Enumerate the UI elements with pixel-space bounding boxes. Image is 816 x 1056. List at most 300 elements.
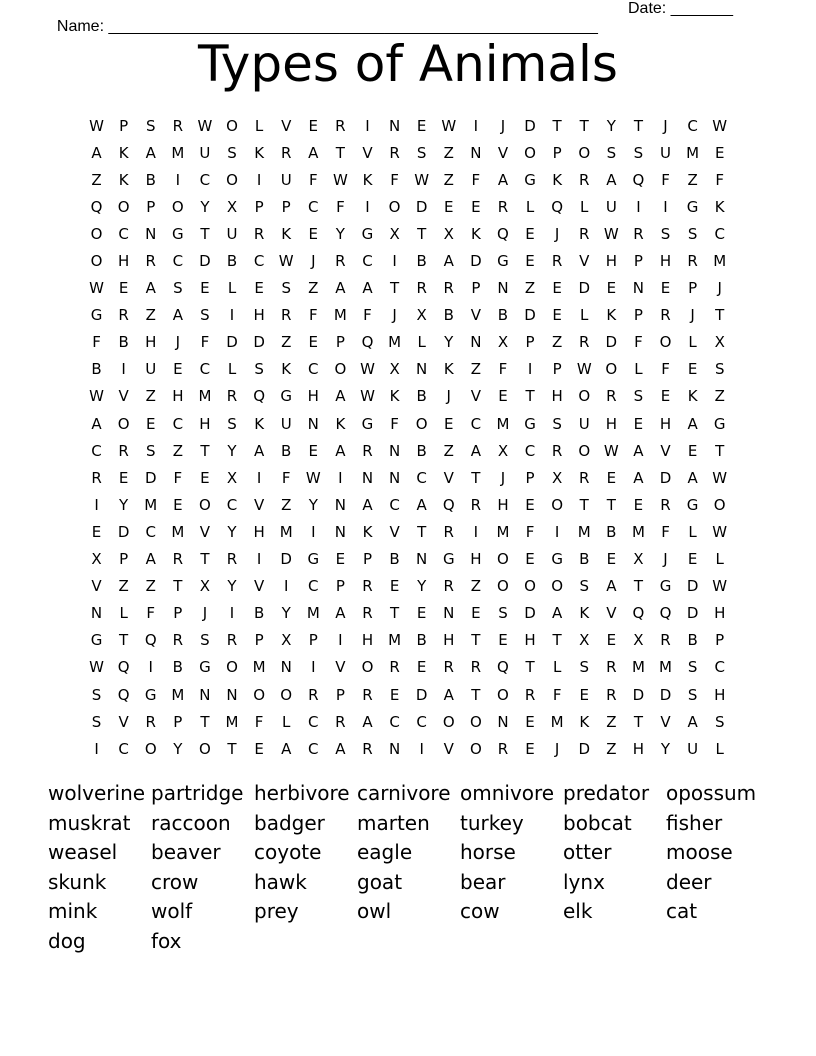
grid-letter[interactable]: E xyxy=(687,360,698,379)
grid-letter[interactable]: W xyxy=(332,170,348,189)
grid-letter[interactable]: H xyxy=(605,414,617,433)
grid-letter[interactable]: O xyxy=(713,495,726,514)
grid-letter[interactable]: V xyxy=(389,522,400,541)
grid-letter[interactable]: G xyxy=(551,550,563,569)
grid-letter[interactable]: R xyxy=(335,712,346,731)
grid-letter[interactable]: H xyxy=(632,739,645,758)
grid-letter[interactable]: E xyxy=(200,279,210,298)
grid-letter[interactable]: I xyxy=(121,360,126,379)
grid-letter[interactable]: G xyxy=(307,550,320,569)
grid-letter[interactable]: W xyxy=(89,279,104,298)
grid-letter[interactable]: N xyxy=(416,550,428,569)
grid-letter[interactable]: R xyxy=(389,143,400,162)
grid-letter[interactable]: D xyxy=(280,550,292,569)
grid-letter[interactable]: S xyxy=(416,143,427,162)
grid-letter[interactable]: B xyxy=(497,306,509,325)
grid-letter[interactable]: Y xyxy=(417,577,427,596)
grid-letter[interactable]: K xyxy=(606,306,617,325)
grid-letter[interactable]: A xyxy=(687,414,698,433)
grid-letter[interactable]: B xyxy=(145,170,156,189)
grid-letter[interactable]: V xyxy=(497,143,509,162)
grid-letter[interactable]: O xyxy=(90,252,103,271)
grid-letter[interactable]: N xyxy=(199,685,211,704)
grid-letter[interactable]: S xyxy=(281,279,291,298)
grid-letter[interactable]: X xyxy=(91,550,102,569)
grid-letter[interactable]: B xyxy=(606,522,617,541)
grid-letter[interactable]: I xyxy=(175,170,181,189)
grid-letter[interactable]: L xyxy=(715,739,724,758)
grid-letter[interactable]: M xyxy=(631,658,645,677)
grid-letter[interactable]: H xyxy=(172,387,184,406)
grid-letter[interactable]: Y xyxy=(444,333,454,352)
grid-letter[interactable]: A xyxy=(145,279,156,298)
grid-letter[interactable]: Q xyxy=(253,387,266,406)
grid-letter[interactable]: C xyxy=(308,360,319,379)
grid-letter[interactable]: A xyxy=(253,441,265,460)
grid-letter[interactable]: M xyxy=(550,712,564,731)
grid-letter[interactable]: Q xyxy=(442,495,455,514)
grid-letter[interactable]: A xyxy=(497,170,509,189)
grid-letter[interactable]: H xyxy=(551,387,563,406)
grid-letter[interactable]: E xyxy=(389,685,400,704)
grid-letter[interactable]: T xyxy=(552,116,562,135)
grid-letter[interactable]: Y xyxy=(173,739,183,758)
grid-letter[interactable]: N xyxy=(334,495,346,514)
grid-letter[interactable]: R xyxy=(443,279,454,298)
grid-letter[interactable]: E xyxy=(525,224,535,243)
grid-letter[interactable]: M xyxy=(171,685,185,704)
grid-letter[interactable]: P xyxy=(552,143,562,162)
grid-letter[interactable]: R xyxy=(362,739,373,758)
grid-letter[interactable]: V xyxy=(606,604,617,623)
grid-letter[interactable]: P xyxy=(525,333,535,352)
grid-letter[interactable]: H xyxy=(659,252,672,271)
grid-letter[interactable]: C xyxy=(199,360,211,379)
grid-letter[interactable]: L xyxy=(552,658,562,677)
grid-letter[interactable]: K xyxy=(470,224,481,243)
grid-letter[interactable]: T xyxy=(119,631,129,650)
grid-letter[interactable]: G xyxy=(90,306,103,325)
grid-letter[interactable]: X xyxy=(281,631,292,650)
grid-letter[interactable]: S xyxy=(91,685,102,704)
grid-letter[interactable]: O xyxy=(90,224,103,243)
grid-letter[interactable]: Z xyxy=(443,441,454,460)
grid-letter[interactable]: E xyxy=(633,414,644,433)
grid-letter[interactable]: F xyxy=(308,170,318,189)
grid-letter[interactable]: S xyxy=(633,387,644,406)
grid-letter[interactable]: P xyxy=(688,279,698,298)
grid-letter[interactable]: G xyxy=(524,170,536,189)
grid-letter[interactable]: R xyxy=(470,495,482,514)
grid-letter[interactable]: I xyxy=(663,197,668,216)
grid-letter[interactable]: I xyxy=(311,658,316,677)
grid-letter[interactable]: X xyxy=(497,333,509,352)
grid-letter[interactable]: N xyxy=(280,658,292,677)
grid-letter[interactable]: C xyxy=(362,252,373,271)
grid-letter[interactable]: M xyxy=(333,306,347,325)
grid-letter[interactable]: R xyxy=(362,441,373,460)
grid-letter[interactable]: K xyxy=(118,143,129,162)
grid-letter[interactable]: N xyxy=(497,279,509,298)
name-field[interactable]: Name: _______________________________________________________ xyxy=(56,18,598,35)
grid-letter[interactable]: R xyxy=(497,739,509,758)
grid-letter[interactable]: O xyxy=(605,360,618,379)
grid-letter[interactable]: Q xyxy=(361,333,374,352)
grid-letter[interactable]: V xyxy=(660,441,671,460)
grid-letter[interactable]: W xyxy=(414,170,430,189)
grid-letter[interactable]: I xyxy=(419,739,424,758)
grid-letter[interactable]: R xyxy=(497,197,509,216)
grid-letter[interactable]: M xyxy=(198,387,212,406)
grid-letter[interactable]: H xyxy=(145,333,157,352)
grid-letter[interactable]: T xyxy=(173,577,183,596)
grid-letter[interactable]: W xyxy=(712,468,728,487)
grid-letter[interactable]: G xyxy=(361,414,374,433)
grid-letter[interactable]: H xyxy=(443,631,455,650)
grid-letter[interactable]: Z xyxy=(91,170,102,189)
grid-letter[interactable]: Z xyxy=(308,279,319,298)
grid-letter[interactable]: I xyxy=(473,116,479,135)
grid-letter[interactable]: I xyxy=(256,550,262,569)
grid-letter[interactable]: M xyxy=(279,522,293,541)
grid-letter[interactable]: M xyxy=(306,604,320,623)
grid-letter[interactable]: P xyxy=(471,279,481,298)
grid-letter[interactable]: E xyxy=(118,279,129,298)
grid-letter[interactable]: E xyxy=(389,577,400,596)
grid-letter[interactable]: H xyxy=(253,522,265,541)
grid-letter[interactable]: K xyxy=(687,387,698,406)
grid-letter[interactable]: P xyxy=(633,252,643,271)
grid-letter[interactable]: M xyxy=(686,143,700,162)
grid-letter[interactable]: A xyxy=(443,252,454,271)
grid-letter[interactable]: D xyxy=(659,468,672,487)
grid-letter[interactable]: C xyxy=(524,441,536,460)
grid-letter[interactable]: O xyxy=(199,739,211,758)
grid-letter[interactable]: Q xyxy=(632,604,645,623)
grid-letter[interactable]: E xyxy=(254,739,264,758)
grid-letter[interactable]: U xyxy=(578,414,590,433)
grid-letter[interactable]: A xyxy=(281,739,292,758)
grid-letter[interactable]: X xyxy=(552,468,563,487)
grid-letter[interactable]: H xyxy=(118,252,130,271)
grid-letter[interactable]: F xyxy=(661,360,670,379)
grid-letter[interactable]: G xyxy=(280,387,293,406)
grid-letter[interactable]: I xyxy=(338,631,343,650)
grid-letter[interactable]: R xyxy=(443,658,454,677)
grid-letter[interactable]: R xyxy=(660,495,671,514)
grid-letter[interactable]: C xyxy=(118,739,129,758)
grid-letter[interactable]: O xyxy=(551,495,564,514)
grid-letter[interactable]: O xyxy=(280,685,293,704)
grid-letter[interactable]: B xyxy=(172,658,183,677)
grid-letter[interactable]: H xyxy=(714,685,726,704)
grid-letter[interactable]: B xyxy=(579,550,590,569)
grid-letter[interactable]: J xyxy=(202,604,208,623)
grid-letter[interactable]: J xyxy=(663,116,668,135)
grid-letter[interactable]: R xyxy=(253,224,265,243)
grid-letter[interactable]: S xyxy=(687,658,698,677)
grid-letter[interactable]: Z xyxy=(524,279,536,298)
grid-letter[interactable]: K xyxy=(443,360,454,379)
grid-letter[interactable]: N xyxy=(307,414,319,433)
grid-letter[interactable]: Z xyxy=(443,143,454,162)
grid-letter[interactable]: R xyxy=(606,387,617,406)
grid-letter[interactable]: V xyxy=(443,739,454,758)
grid-letter[interactable]: V xyxy=(91,577,102,596)
grid-letter[interactable]: V xyxy=(443,468,454,487)
grid-letter[interactable]: X xyxy=(579,631,590,650)
grid-letter[interactable]: R xyxy=(172,116,184,135)
grid-letter[interactable]: X xyxy=(443,224,454,243)
grid-letter[interactable]: S xyxy=(687,685,698,704)
grid-letter[interactable]: T xyxy=(417,522,427,541)
grid-letter[interactable]: L xyxy=(715,550,724,569)
grid-letter[interactable]: W xyxy=(278,252,294,271)
grid-letter[interactable]: Y xyxy=(227,522,237,541)
grid-letter[interactable]: E xyxy=(444,197,454,216)
grid-letter[interactable]: E xyxy=(525,739,535,758)
grid-letter[interactable]: T xyxy=(200,712,210,731)
grid-letter[interactable]: U xyxy=(687,739,699,758)
grid-letter[interactable]: A xyxy=(335,441,346,460)
grid-letter[interactable]: B xyxy=(253,604,265,623)
grid-letter[interactable]: J xyxy=(690,306,695,325)
grid-letter[interactable]: M xyxy=(496,414,510,433)
grid-letter[interactable]: A xyxy=(335,387,346,406)
grid-letter[interactable]: Z xyxy=(606,739,617,758)
grid-letter[interactable]: E xyxy=(606,550,617,569)
grid-letter[interactable]: D xyxy=(632,685,645,704)
grid-letter[interactable]: S xyxy=(714,360,725,379)
grid-letter[interactable]: B xyxy=(389,550,400,569)
grid-letter[interactable]: Y xyxy=(200,197,210,216)
grid-letter[interactable]: F xyxy=(390,170,399,189)
grid-letter[interactable]: E xyxy=(633,495,644,514)
grid-letter[interactable]: S xyxy=(227,414,237,433)
grid-letter[interactable]: E xyxy=(471,604,481,623)
grid-letter[interactable]: R xyxy=(226,550,238,569)
grid-letter[interactable]: R xyxy=(145,252,156,271)
grid-letter[interactable]: A xyxy=(687,468,698,487)
grid-letter[interactable]: C xyxy=(199,170,211,189)
grid-letter[interactable]: H xyxy=(524,631,536,650)
grid-letter[interactable]: A xyxy=(552,604,563,623)
grid-letter[interactable]: P xyxy=(335,685,345,704)
grid-letter[interactable]: S xyxy=(660,224,671,243)
grid-letter[interactable]: D xyxy=(524,116,536,135)
grid-letter[interactable]: F xyxy=(92,333,101,352)
grid-letter[interactable]: C xyxy=(389,495,400,514)
grid-letter[interactable]: R xyxy=(308,685,319,704)
grid-letter[interactable]: V xyxy=(199,522,211,541)
grid-letter[interactable]: R xyxy=(389,658,400,677)
grid-letter[interactable]: Q xyxy=(117,685,130,704)
grid-letter[interactable]: S xyxy=(200,306,210,325)
grid-letter[interactable]: R xyxy=(145,712,156,731)
grid-letter[interactable]: R xyxy=(579,224,590,243)
grid-letter[interactable]: F xyxy=(200,333,210,352)
grid-letter[interactable]: R xyxy=(579,170,590,189)
grid-letter[interactable]: I xyxy=(554,522,560,541)
grid-letter[interactable]: I xyxy=(94,739,99,758)
grid-letter[interactable]: M xyxy=(496,522,510,541)
grid-letter[interactable]: H xyxy=(605,252,617,271)
grid-letter[interactable]: E xyxy=(308,224,319,243)
grid-letter[interactable]: R xyxy=(551,441,563,460)
grid-letter[interactable]: C xyxy=(308,577,319,596)
grid-letter[interactable]: E xyxy=(118,468,129,487)
grid-letter[interactable]: D xyxy=(199,252,211,271)
grid-letter[interactable]: D xyxy=(415,197,428,216)
grid-letter[interactable]: W xyxy=(360,387,375,406)
grid-letter[interactable]: O xyxy=(415,414,428,433)
grid-letter[interactable]: N xyxy=(334,522,346,541)
grid-letter[interactable]: R xyxy=(443,522,454,541)
grid-letter[interactable]: F xyxy=(336,197,345,216)
grid-letter[interactable]: P xyxy=(525,468,535,487)
grid-letter[interactable]: C xyxy=(91,441,102,460)
grid-letter[interactable]: F xyxy=(308,306,318,325)
grid-letter[interactable]: W xyxy=(712,116,728,135)
grid-letter[interactable]: D xyxy=(686,604,699,623)
grid-letter[interactable]: G xyxy=(713,414,726,433)
grid-letter[interactable]: E xyxy=(525,712,535,731)
grid-letter[interactable]: T xyxy=(471,631,481,650)
grid-letter[interactable]: P xyxy=(254,631,264,650)
grid-letter[interactable]: O xyxy=(334,360,347,379)
grid-letter[interactable]: M xyxy=(171,522,185,541)
grid-letter[interactable]: D xyxy=(659,685,672,704)
grid-letter[interactable]: R xyxy=(579,468,590,487)
grid-letter[interactable]: O xyxy=(117,197,130,216)
grid-letter[interactable]: P xyxy=(281,197,291,216)
grid-letter[interactable]: C xyxy=(714,658,725,677)
grid-letter[interactable]: V xyxy=(579,252,590,271)
grid-letter[interactable]: K xyxy=(579,604,590,623)
grid-letter[interactable]: E xyxy=(145,414,156,433)
grid-letter[interactable]: E xyxy=(308,116,319,135)
grid-letter[interactable]: Z xyxy=(606,712,617,731)
grid-letter[interactable]: R xyxy=(443,577,454,596)
grid-letter[interactable]: R xyxy=(470,658,482,677)
grid-letter[interactable]: J xyxy=(392,306,397,325)
grid-letter[interactable]: A xyxy=(362,279,373,298)
grid-letter[interactable]: D xyxy=(470,252,482,271)
grid-letter[interactable]: O xyxy=(578,441,591,460)
grid-letter[interactable]: G xyxy=(659,577,672,596)
grid-letter[interactable]: W xyxy=(441,116,457,135)
grid-letter[interactable]: V xyxy=(118,387,129,406)
grid-letter[interactable]: A xyxy=(91,143,102,162)
grid-letter[interactable]: B xyxy=(416,441,427,460)
grid-letter[interactable]: G xyxy=(90,631,103,650)
grid-letter[interactable]: P xyxy=(335,333,345,352)
grid-letter[interactable]: Z xyxy=(281,333,292,352)
grid-letter[interactable]: E xyxy=(200,468,210,487)
grid-letter[interactable]: P xyxy=(362,550,372,569)
grid-letter[interactable]: H xyxy=(307,387,319,406)
grid-letter[interactable]: Q xyxy=(497,658,509,677)
grid-letter[interactable]: W xyxy=(89,387,104,406)
grid-letter[interactable]: K xyxy=(552,170,563,189)
grid-letter[interactable]: A xyxy=(362,712,373,731)
grid-letter[interactable]: O xyxy=(497,577,509,596)
grid-letter[interactable]: R xyxy=(579,333,590,352)
grid-letter[interactable]: N xyxy=(388,468,401,487)
grid-letter[interactable]: R xyxy=(172,550,184,569)
grid-letter[interactable]: T xyxy=(633,577,643,596)
grid-letter[interactable]: Y xyxy=(606,116,616,135)
grid-letter[interactable]: A xyxy=(362,495,373,514)
grid-letter[interactable]: F xyxy=(525,522,535,541)
grid-letter[interactable]: F xyxy=(281,468,291,487)
grid-letter[interactable]: O xyxy=(117,414,130,433)
grid-letter[interactable]: D xyxy=(524,306,536,325)
grid-letter[interactable]: M xyxy=(144,495,158,514)
grid-letter[interactable]: E xyxy=(498,631,508,650)
grid-letter[interactable]: M xyxy=(171,143,185,162)
grid-letter[interactable]: Q xyxy=(117,658,130,677)
grid-letter[interactable]: T xyxy=(579,495,589,514)
grid-letter[interactable]: R xyxy=(118,306,129,325)
grid-letter[interactable]: R xyxy=(524,685,536,704)
grid-letter[interactable]: K xyxy=(254,414,265,433)
grid-letter[interactable]: L xyxy=(580,306,589,325)
grid-letter[interactable]: O xyxy=(469,712,482,731)
grid-letter[interactable]: N xyxy=(470,143,482,162)
grid-letter[interactable]: R xyxy=(172,631,184,650)
grid-letter[interactable]: C xyxy=(389,712,400,731)
grid-letter[interactable]: A xyxy=(335,604,346,623)
grid-letter[interactable]: P xyxy=(633,306,643,325)
grid-letter[interactable]: A xyxy=(91,414,102,433)
grid-letter[interactable]: O xyxy=(226,116,238,135)
grid-letter[interactable]: C xyxy=(687,116,698,135)
grid-letter[interactable]: M xyxy=(388,333,402,352)
grid-letter[interactable]: I xyxy=(311,522,316,541)
grid-letter[interactable]: G xyxy=(442,550,455,569)
grid-letter[interactable]: D xyxy=(226,333,238,352)
grid-letter[interactable]: G xyxy=(361,224,374,243)
grid-letter[interactable]: H xyxy=(361,631,374,650)
grid-letter[interactable]: C xyxy=(308,197,319,216)
grid-letter[interactable]: K xyxy=(118,170,129,189)
grid-letter[interactable]: I xyxy=(338,468,343,487)
grid-letter[interactable]: X xyxy=(497,441,509,460)
grid-letter[interactable]: C xyxy=(416,468,427,487)
grid-letter[interactable]: O xyxy=(442,712,455,731)
grid-letter[interactable]: L xyxy=(227,360,237,379)
grid-letter[interactable]: P xyxy=(308,631,318,650)
grid-letter[interactable]: A xyxy=(687,712,698,731)
grid-letter[interactable]: O xyxy=(578,387,591,406)
grid-letter[interactable]: V xyxy=(660,712,671,731)
grid-letter[interactable]: N xyxy=(361,468,374,487)
grid-letter[interactable]: B xyxy=(281,441,292,460)
grid-letter[interactable]: F xyxy=(173,468,183,487)
grid-letter[interactable]: D xyxy=(117,522,130,541)
grid-letter[interactable]: E xyxy=(606,468,617,487)
grid-letter[interactable]: N xyxy=(388,739,401,758)
grid-letter[interactable]: C xyxy=(470,414,482,433)
grid-letter[interactable]: T xyxy=(525,658,535,677)
grid-letter[interactable]: C xyxy=(172,414,184,433)
grid-letter[interactable]: S xyxy=(145,116,156,135)
grid-letter[interactable]: C xyxy=(308,739,319,758)
grid-letter[interactable]: Y xyxy=(281,604,291,623)
grid-letter[interactable]: C xyxy=(118,224,129,243)
grid-letter[interactable]: K xyxy=(281,360,292,379)
